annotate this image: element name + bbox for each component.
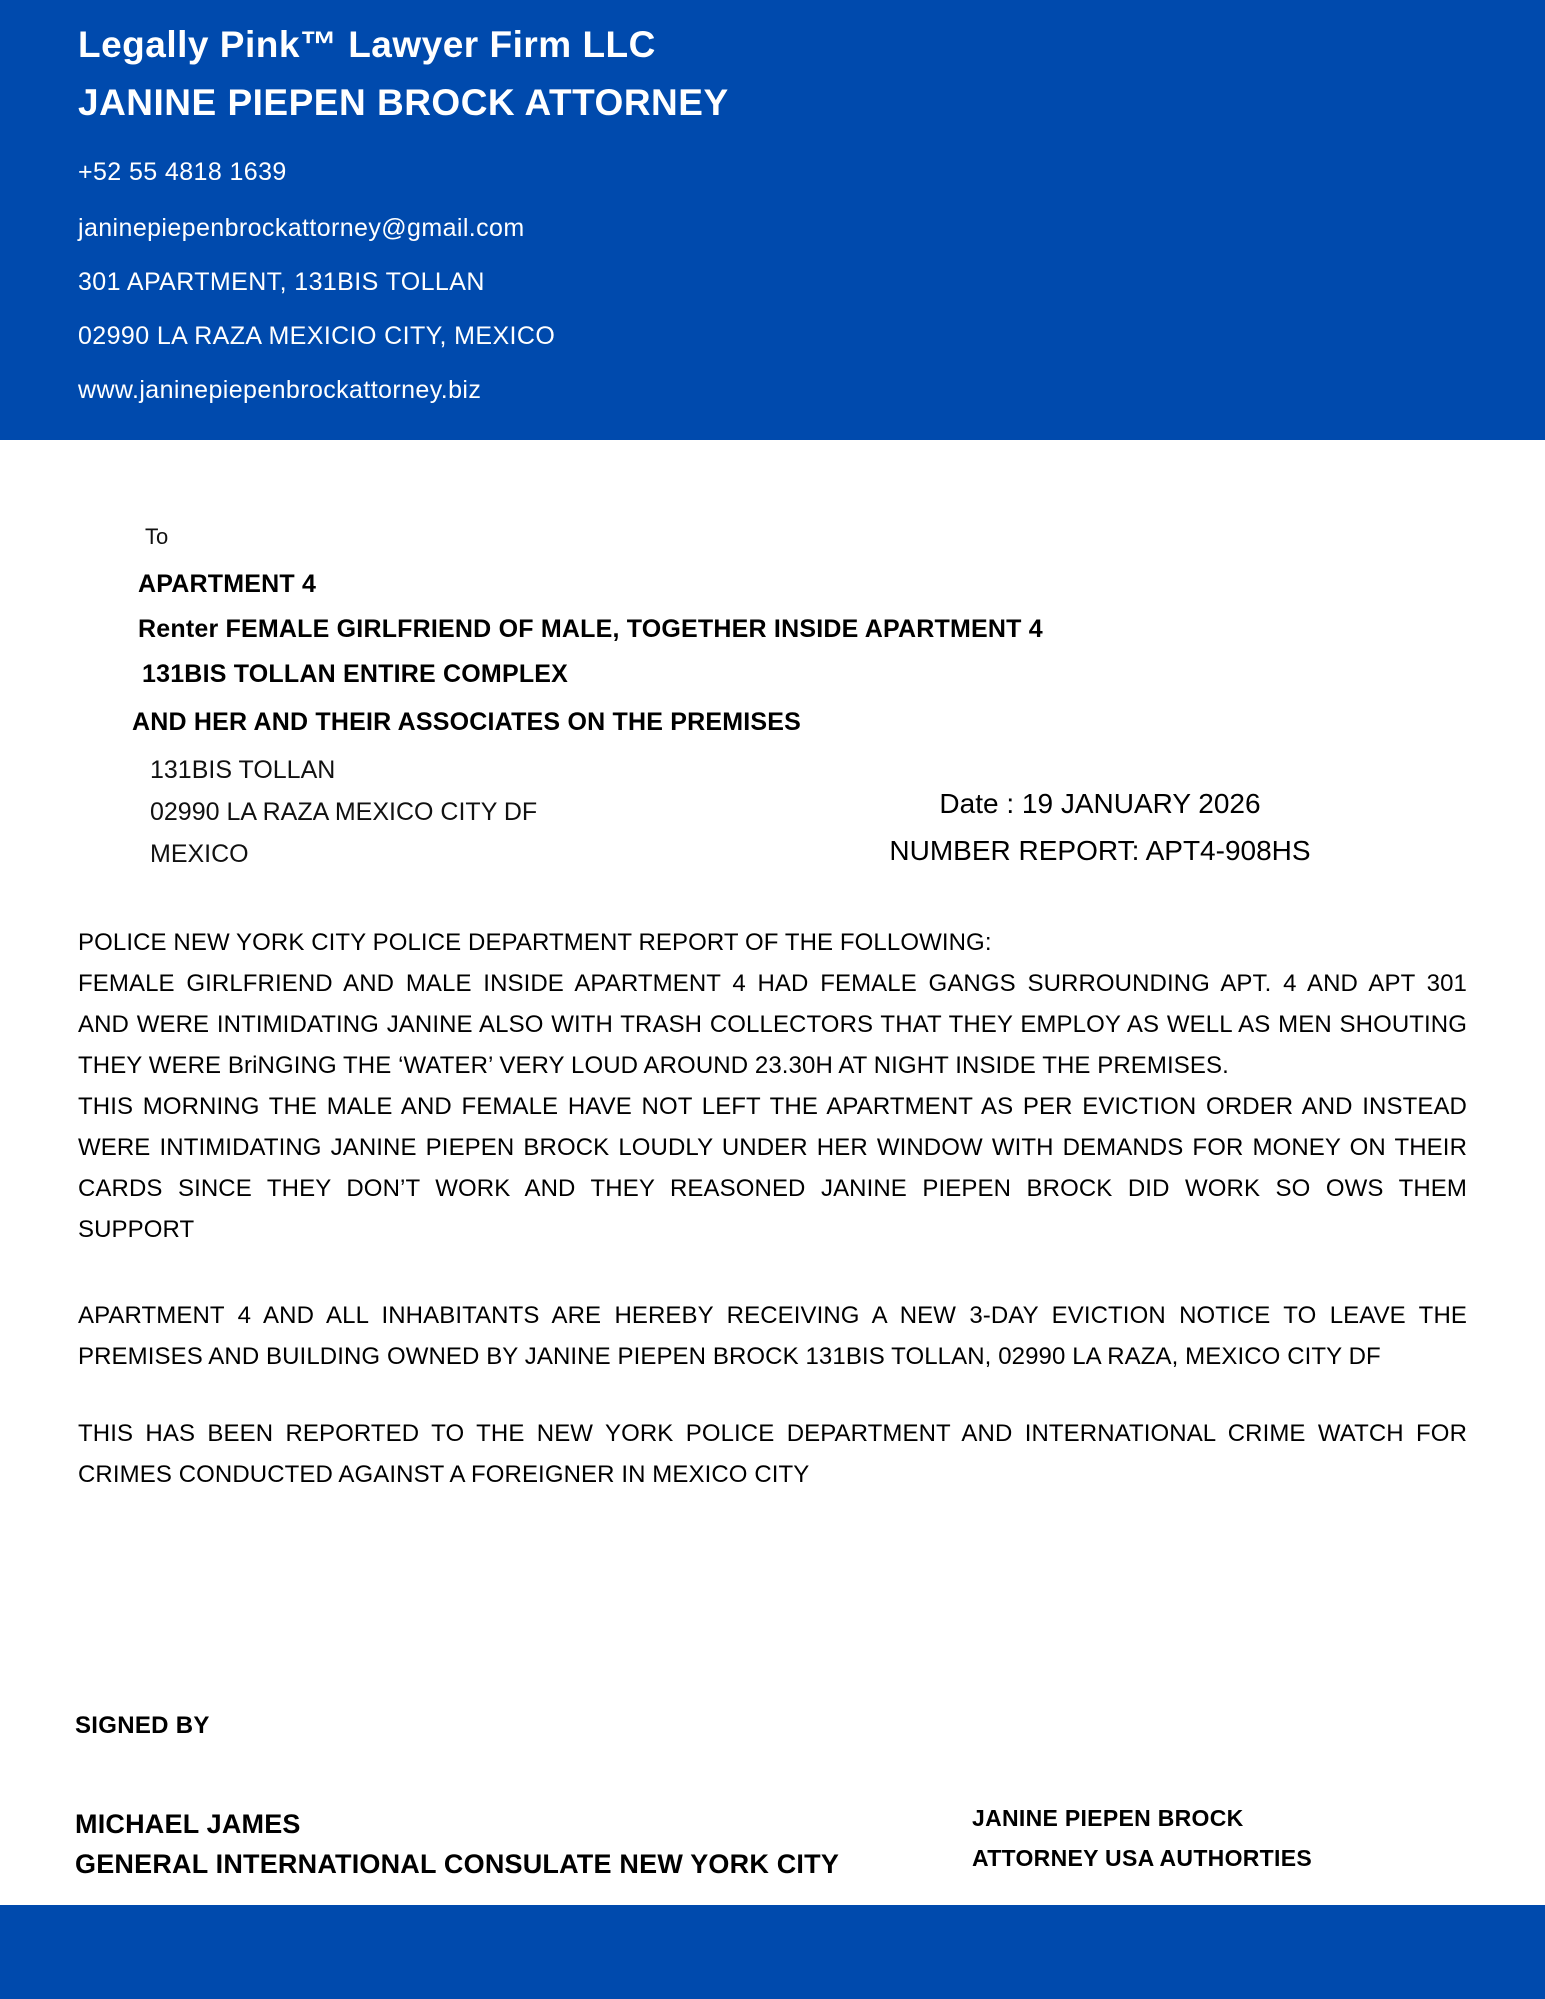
body-line: THIS MORNING THE MALE AND FEMALE HAVE NOT LEFT THE APARTMENT AS PER EVICTION ORDER AND INSTEAD	[78, 1093, 1467, 1120]
letter-body	[78, 922, 1467, 1495]
recipient-address-line-3: MEXICO	[150, 840, 249, 868]
body-line: CRIMES CONDUCTED AGAINST A FOREIGNER IN MEXICO CITY	[78, 1461, 810, 1488]
signature-right-block	[972, 1798, 1312, 1878]
body-line: FEMALE GIRLFRIEND AND MALE INSIDE APARTMENT 4 HAD FEMALE GANGS SURROUNDING APT. 4 AND APT 301	[78, 970, 1467, 997]
body-line: CARDS SINCE THEY DON’T WORK AND THEY REASONED JANINE PIEPEN BROCK DID WORK SO OWS THEM	[78, 1175, 1467, 1202]
signer-title: GENERAL INTERNATIONAL CONSULATE NEW YORK CITY	[75, 1849, 840, 1879]
recipient-renter: Renter FEMALE GIRLFRIEND OF MALE, TOGETHER INSIDE APARTMENT 4	[138, 615, 1043, 643]
body-line: POLICE NEW YORK CITY POLICE DEPARTMENT REPORT OF THE FOLLOWING:	[78, 929, 992, 956]
to-label: To	[145, 524, 169, 549]
letterhead-address-line-2: 02990 LA RAZA MEXICIO CITY, MEXICO	[78, 322, 556, 350]
attorney-signer-title: ATTORNEY USA AUTHORTIES	[972, 1845, 1312, 1871]
date-line: Date : 19 JANUARY 2026	[939, 788, 1261, 819]
email-address: janinepiepenbrockattorney@gmail.com	[78, 214, 525, 242]
footer-bar	[0, 1905, 1545, 1999]
recipient-associates: AND HER AND THEIR ASSOCIATES ON THE PREMISES	[132, 708, 802, 736]
attorney-name: JANINE PIEPEN BROCK ATTORNEY	[78, 82, 729, 123]
body-line: AND WERE INTIMIDATING JANINE ALSO WITH TRASH COLLECTORS THAT THEY EMPLOY AS WELL AS MEN SHOUTING	[78, 1011, 1467, 1038]
firm-name: Legally Pink™ Lawyer Firm LLC	[78, 24, 656, 65]
letterhead-banner	[0, 0, 1545, 440]
body-line: APARTMENT 4 AND ALL INHABITANTS ARE HEREBY RECEIVING A NEW 3-DAY EVICTION NOTICE TO LEAVE THE	[78, 1302, 1467, 1329]
signature-left-block	[75, 1804, 839, 1884]
signed-by-label: SIGNED BY	[75, 1712, 210, 1739]
recipient-address-line-1: 131BIS TOLLAN	[150, 756, 336, 784]
body-line: SUPPORT	[78, 1216, 195, 1243]
attorney-signer-name: JANINE PIEPEN BROCK	[972, 1805, 1244, 1831]
report-number-line: NUMBER REPORT: APT4-908HS	[889, 835, 1311, 866]
phone-number: +52 55 4818 1639	[78, 158, 287, 186]
recipient-address-line-2: 02990 LA RAZA MEXICO CITY DF	[150, 798, 538, 826]
signer-name: MICHAEL JAMES	[75, 1809, 301, 1839]
body-line: THIS HAS BEEN REPORTED TO THE NEW YORK POLICE DEPARTMENT AND INTERNATIONAL CRIME WATCH FOR	[78, 1420, 1467, 1447]
body-line: THEY WERE BriNGING THE ‘WATER’ VERY LOUD AROUND 23.30H AT NIGHT INSIDE THE PREMISES.	[78, 1052, 1229, 1079]
recipient-complex: 131BIS TOLLAN ENTIRE COMPLEX	[142, 660, 569, 688]
body-line: PREMISES AND BUILDING OWNED BY JANINE PIEPEN BROCK 131BIS TOLLAN, 02990 LA RAZA, MEXICO CITY DF	[78, 1343, 1381, 1370]
recipient-apartment: APARTMENT 4	[138, 570, 317, 598]
letterhead-address-line-1: 301 APARTMENT, 131BIS TOLLAN	[78, 268, 485, 296]
website-url: www.janinepiepenbrockattorney.biz	[78, 376, 482, 404]
date-report-block	[880, 780, 1320, 874]
body-line: WERE INTIMIDATING JANINE PIEPEN BROCK LOUDLY UNDER HER WINDOW WITH DEMANDS FOR MONEY ON THEIR	[78, 1134, 1467, 1161]
